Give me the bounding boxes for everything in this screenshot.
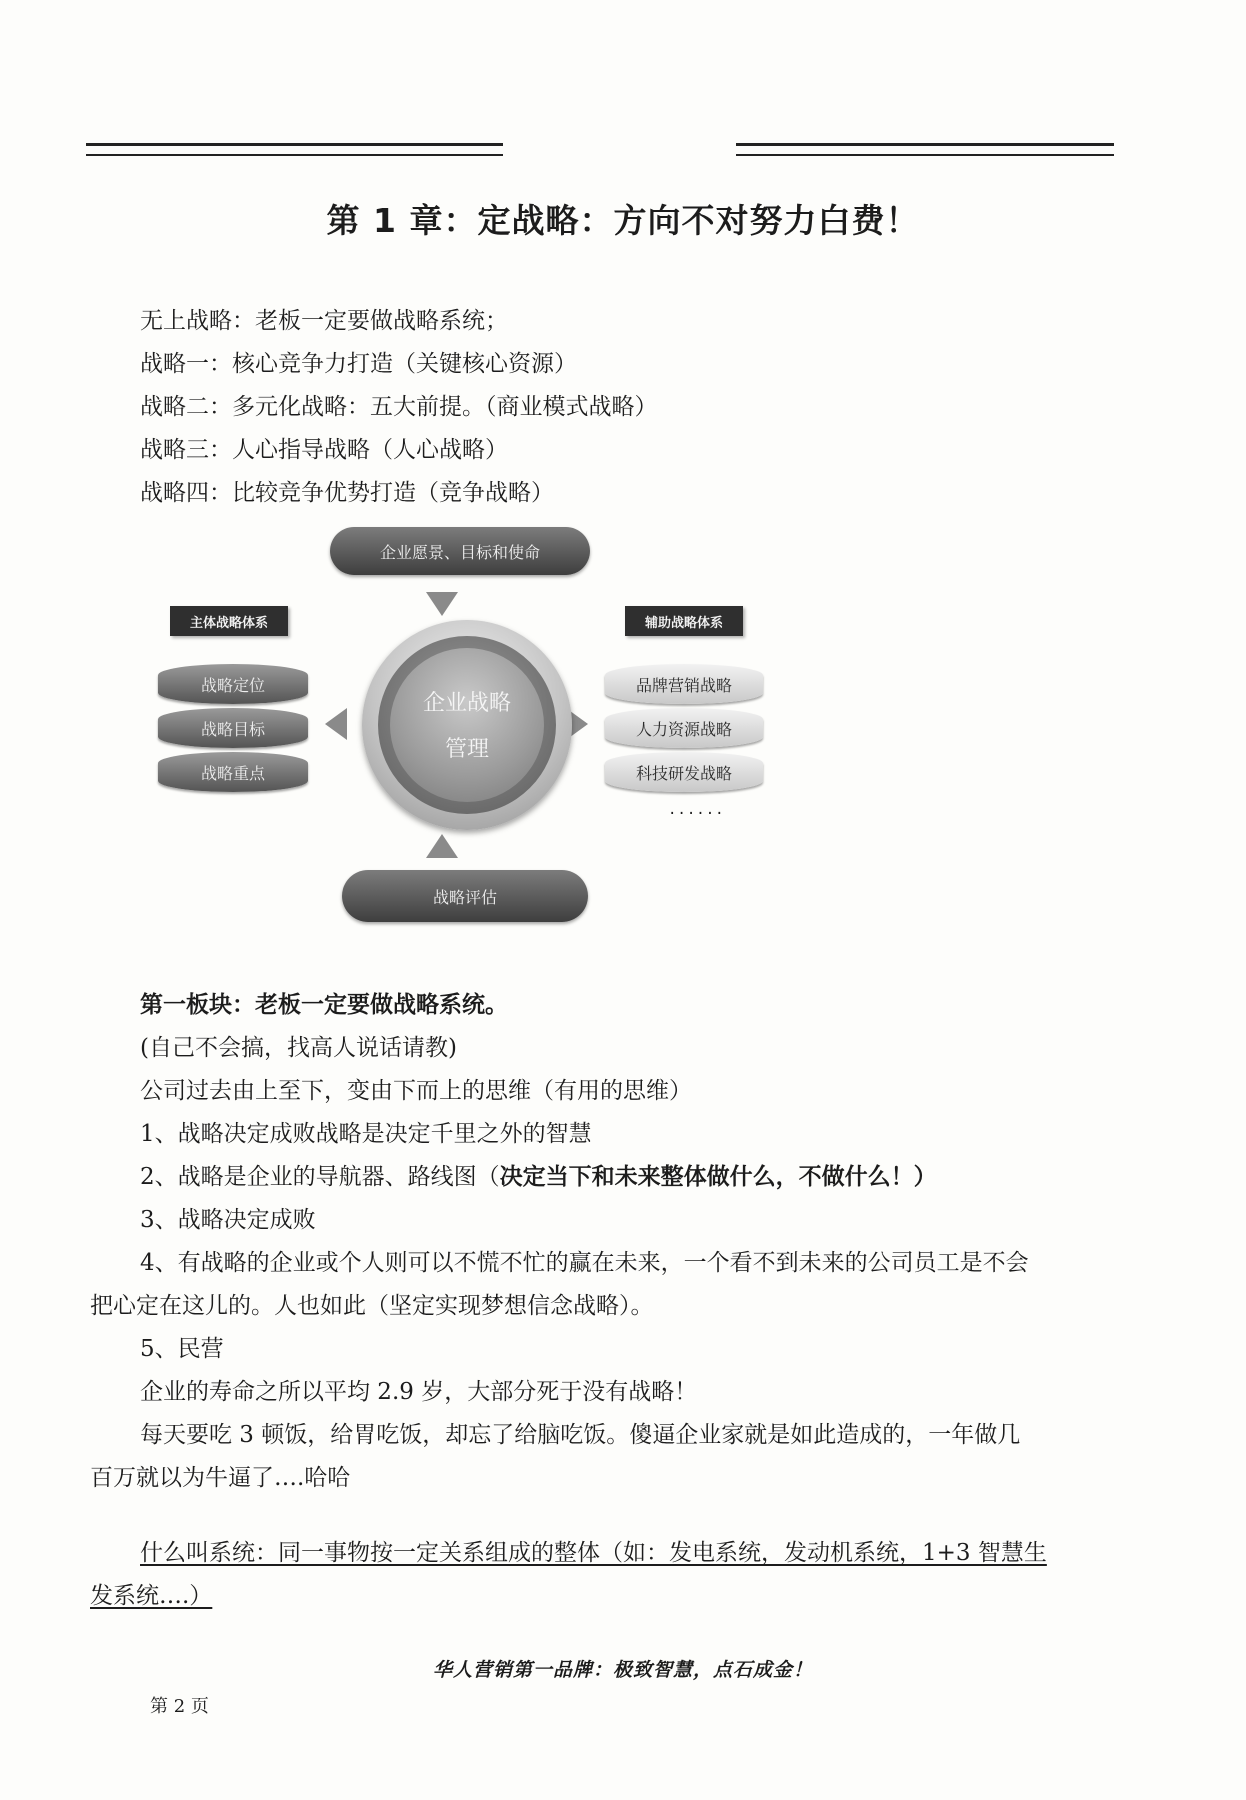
section-p8-line2: 百万就以为牛逼了….哈哈: [90, 1465, 351, 1491]
center-circle-inner: [390, 648, 544, 802]
strategy-diagram: [150, 522, 770, 937]
left-stack-item-1: 战略目标: [158, 708, 308, 748]
arrow-down-icon: [426, 592, 458, 616]
definition-line1: 什么叫系统：同一事物按一定关系组成的整体（如：发电系统，发动机系统，1+3 智慧生: [140, 1540, 1047, 1566]
right-more-ellipsis: ......: [668, 802, 725, 818]
intro-line-4: 战略四：比较竞争优势打造（竞争战略）: [140, 480, 554, 506]
intro-line-0: 无上战略：老板一定要做战略系统；: [140, 308, 508, 334]
center-label-line1: 企业战略: [422, 691, 511, 716]
intro-line-3: 战略三：人心指导战略（人心战略）: [140, 437, 508, 463]
center-label-line2: 管理: [444, 737, 489, 762]
section-note: (自己不会搞，找高人说话请教): [140, 1035, 457, 1061]
right-tag: 辅助战略体系: [625, 606, 743, 636]
section-p5-line2: 把心定在这儿的。人也如此（坚定实现梦想信念战略）。: [90, 1293, 654, 1319]
section-p6: 5、民营: [140, 1336, 224, 1362]
arrow-left-icon: [325, 708, 347, 740]
definition-line2: 发系统….）: [90, 1583, 213, 1609]
section-p7: 企业的寿命之所以平均 2.9 岁，大部分死于没有战略！: [140, 1379, 698, 1405]
footer-slogan: 华人营销第一品牌：极致智慧，点石成金！: [432, 1659, 813, 1681]
right-stack-item-0: 品牌营销战略: [605, 664, 763, 704]
intro-line-2: 战略二：多元化战略：五大前提。（商业模式战略）: [140, 394, 658, 420]
section-heading: 第一板块：老板一定要做战略系统。: [140, 991, 508, 1018]
left-stack-item-2: 战略重点: [158, 752, 308, 792]
section-p3-bold: 决定当下和未来整体做什么，不做什么！）: [499, 1163, 937, 1190]
header-rule-right: [736, 143, 1114, 156]
section-p3: [140, 1162, 937, 1192]
left-tag: 主体战略体系: [170, 606, 288, 636]
chapter-title: 第 1 章：定战略：方向不对努力白费！: [326, 201, 920, 240]
left-stack-item-0: 战略定位: [158, 664, 308, 704]
diagram-bottom-pill: 战略评估: [342, 870, 588, 922]
header-rule-left: [86, 143, 503, 156]
diagram-top-pill: 企业愿景、目标和使命: [330, 527, 590, 575]
intro-line-1: 战略一：核心竞争力打造（关键核心资源）: [140, 351, 577, 377]
right-stack-item-2: 科技研发战略: [605, 752, 763, 792]
page-number: 第 2 页: [150, 1696, 209, 1717]
right-stack-item-1: 人力资源战略: [605, 708, 763, 748]
arrow-up-icon: [426, 834, 458, 858]
section-p8-line1: 每天要吃 3 顿饭，给胃吃饭，却忘了给脑吃饭。傻逼企业家就是如此造成的，一年做几: [140, 1422, 1021, 1448]
section-p3-normal: 2、战略是企业的导航器、路线图（: [140, 1164, 500, 1190]
section-p2: 1、战略决定成败战略是决定千里之外的智慧: [140, 1121, 592, 1147]
section-p5-line1: 4、有战略的企业或个人则可以不慌不忙的赢在未来，一个看不到未来的公司员工是不会: [140, 1250, 1029, 1276]
section-p1: 公司过去由上至下，变由下而上的思维（有用的思维）: [140, 1078, 692, 1104]
section-p4: 3、战略决定成败: [140, 1207, 316, 1233]
